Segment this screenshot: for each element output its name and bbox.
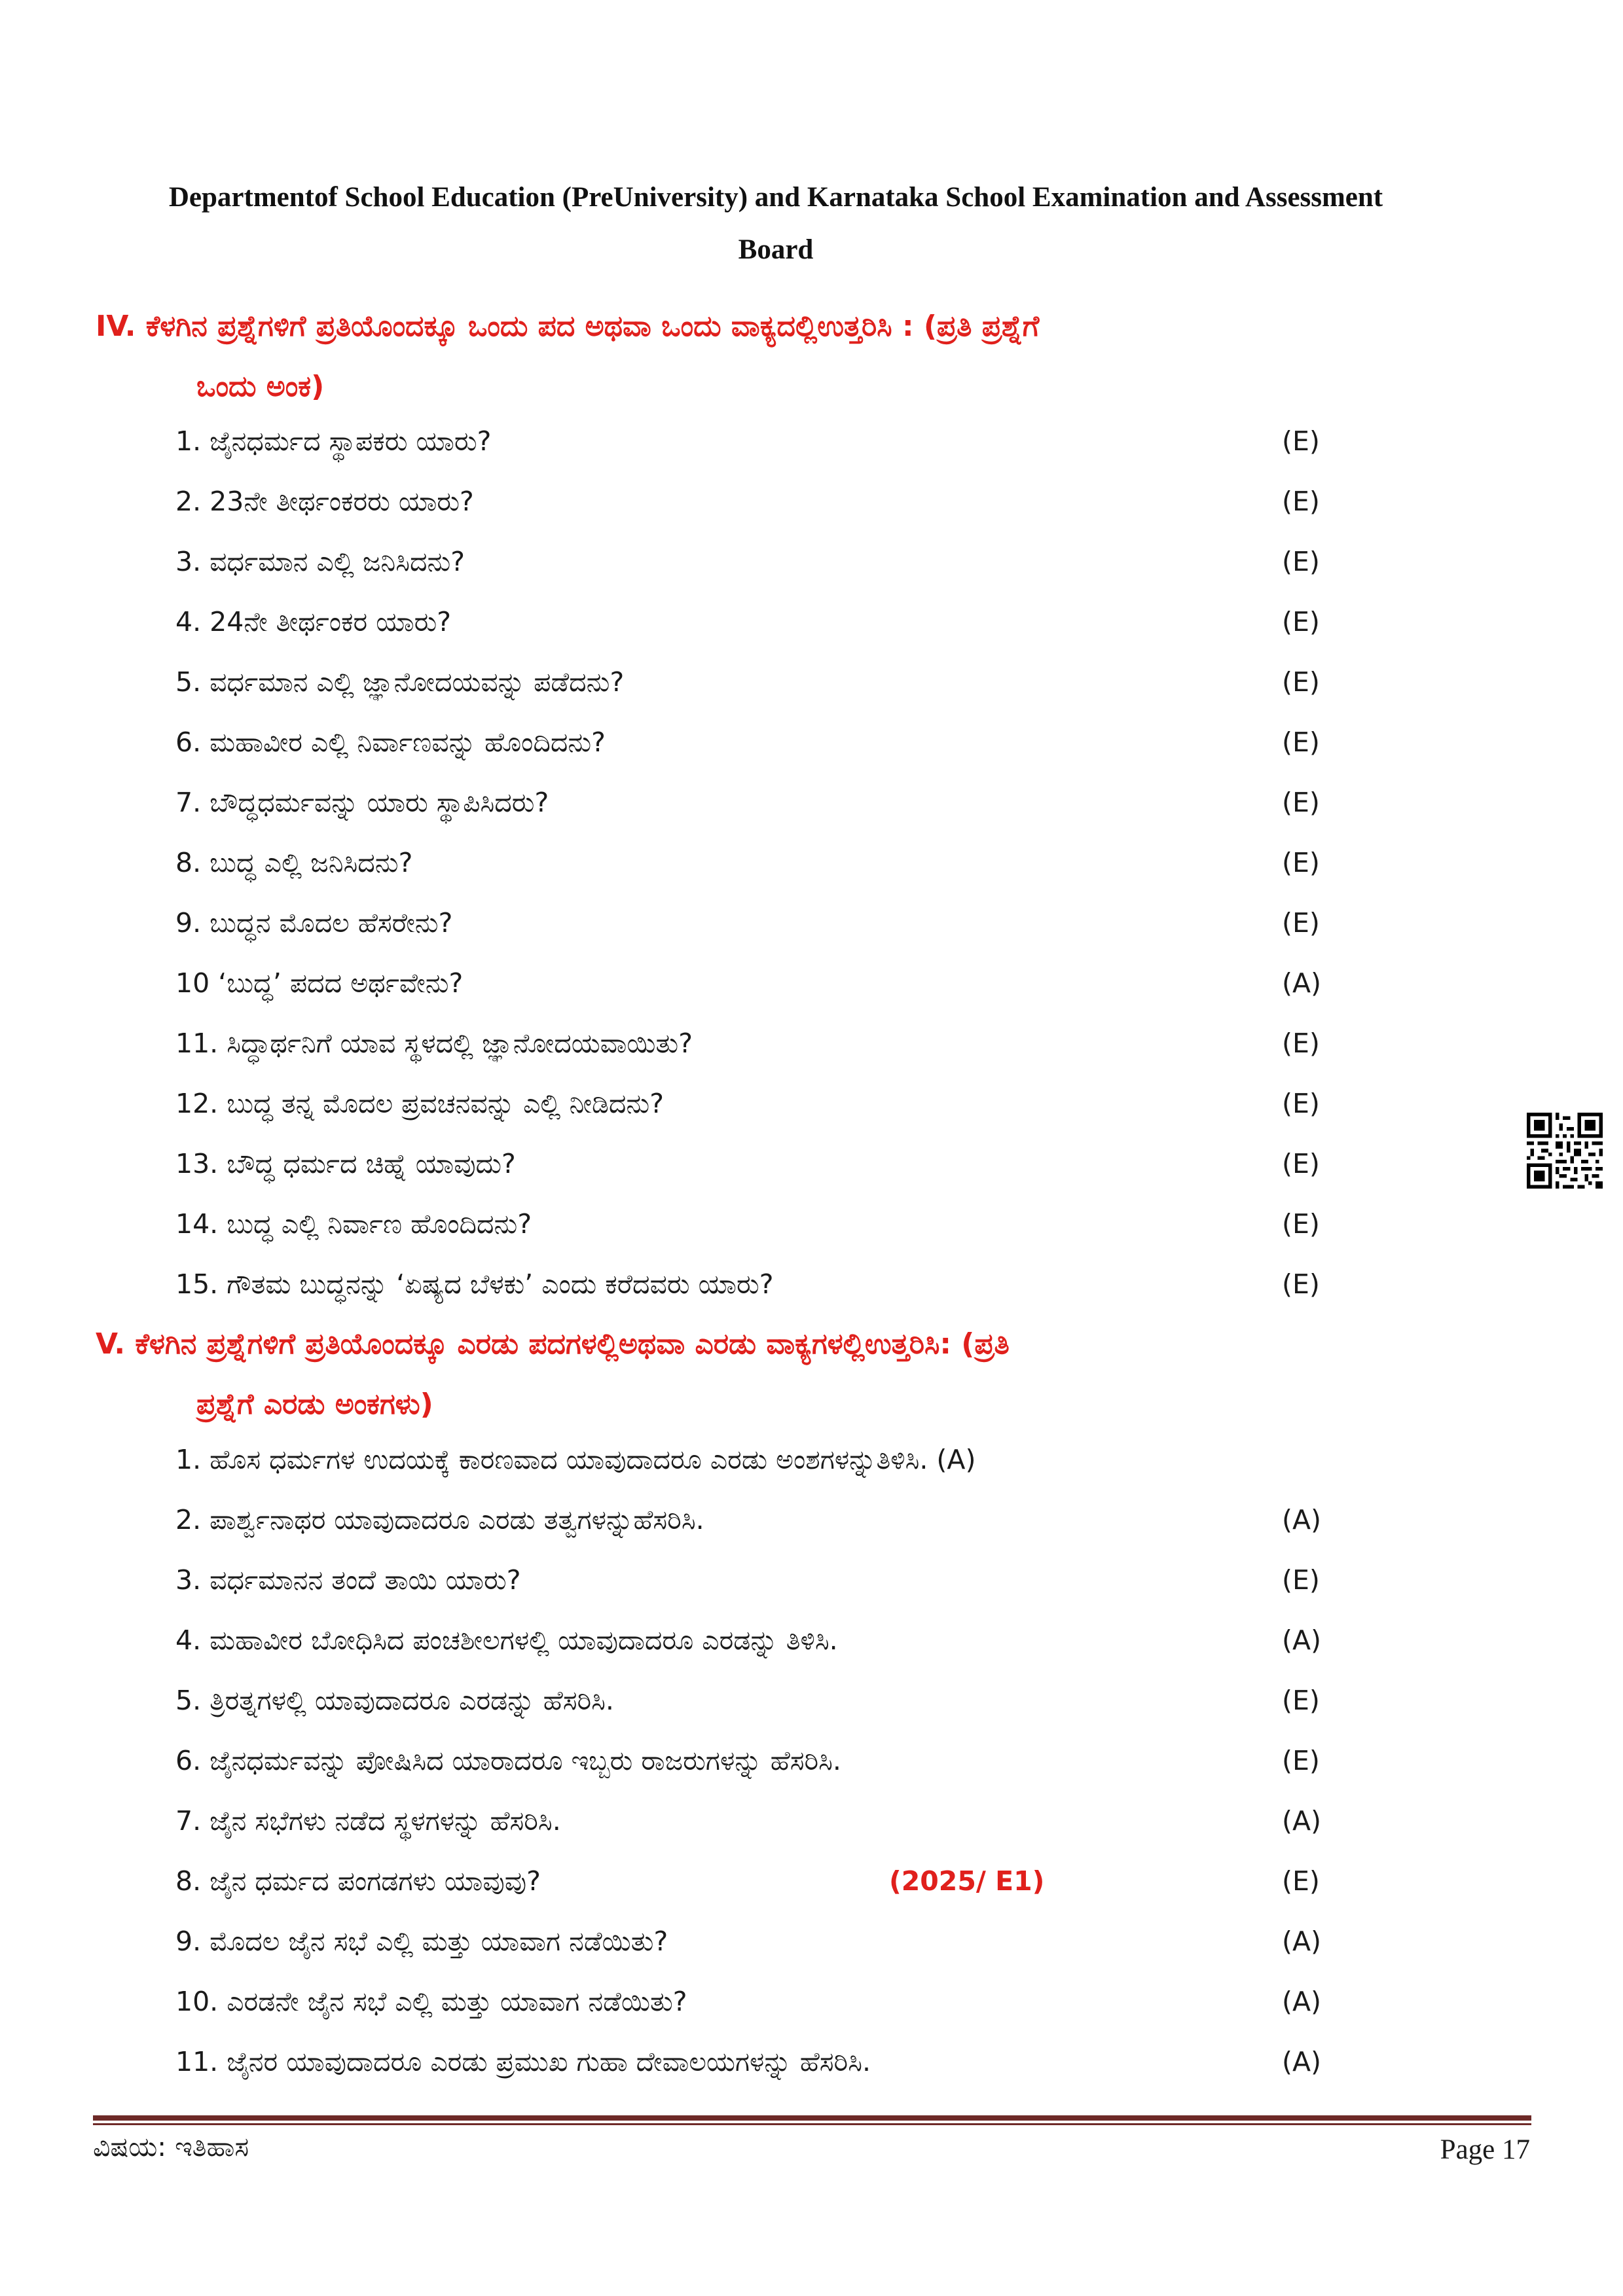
question-text: 4. 24ನೇ ತೀರ್ಥಂಕರ ಯಾರು?	[175, 606, 452, 637]
question-code: (E)	[1282, 486, 1320, 517]
question-text: 7. ಬೌದ್ಧಧರ್ಮವನ್ನು ಯಾರು ಸ್ಥಾಪಿಸಿದರು?	[175, 787, 549, 818]
footer-subject: ವಿಷಯ: ಇತಿಹಾಸ	[93, 2131, 249, 2162]
question-code: (E)	[1282, 907, 1320, 939]
question-text: 11. ಜೈನರ ಯಾವುದಾದರೂ ಎರಡು ಪ್ರಮುಖ ಗುಹಾ ದೇವಾಲಯಗಳನ್ನು ಹೆಸರಿಸಿ.	[175, 2046, 871, 2077]
question-code: (E)	[1282, 726, 1320, 758]
question-text: 5. ತ್ರಿರತ್ನಗಳಲ್ಲಿ ಯಾವುದಾದರೂ ಎರಡನ್ನು ಹೆಸರಿಸಿ.	[175, 1685, 614, 1716]
question-code: (A)	[1282, 967, 1322, 999]
question-row	[175, 712, 1419, 772]
question-row	[175, 1134, 1419, 1194]
question-text: 9. ಮೊದಲ ಜೈನ ಸಭೆ ಎಲ್ಲಿ ಮತ್ತು ಯಾವಾಗ ನಡೆಯಿತು?	[175, 1926, 668, 1957]
question-code: (E)	[1282, 1088, 1320, 1119]
footer-divider-thin	[93, 2123, 1531, 2125]
question-code: (E)	[1282, 1268, 1320, 1300]
question-text: 5. ವರ್ಧಮಾನ ಎಲ್ಲಿ ಜ್ಞಾನೋದಯವನ್ನು ಪಡೆದನು?	[175, 666, 625, 698]
question-code: (A)	[1282, 1624, 1322, 1656]
question-row	[175, 471, 1419, 531]
question-row	[175, 1194, 1419, 1254]
question-code: (A)	[1282, 1986, 1322, 2017]
question-text: 8. ಜೈನ ಧರ್ಮದ ಪಂಗಡಗಳು ಯಾವುವು?	[175, 1865, 541, 1897]
question-row	[175, 1851, 1419, 1911]
question-text: 13. ಬೌದ್ಧ ಧರ್ಮದ ಚಿಹ್ನೆ ಯಾವುದು?	[175, 1148, 516, 1179]
question-row	[175, 1013, 1419, 1073]
question-code: (E)	[1282, 606, 1320, 637]
question-text: 12. ಬುದ್ಧ ತನ್ನ ಮೊದಲ ಪ್ರವಚನವನ್ನು ಎಲ್ಲಿ ನೀಡಿದನು?	[175, 1088, 664, 1119]
question-row	[175, 1073, 1419, 1134]
question-row	[175, 953, 1419, 1013]
section-5-title	[96, 1314, 1549, 1435]
question-text: 1. ಹೊಸ ಧರ್ಮಗಳ ಉದಯಕ್ಕೆ ಕಾರಣವಾದ ಯಾವುದಾದರೂ ಎರಡು ಅಂಶಗಳನ್ನುತಿಳಿಸಿ. (A)	[175, 1444, 976, 1475]
question-row	[175, 1254, 1419, 1314]
question-code: (A)	[1282, 2046, 1322, 2077]
year-tag: (2025/ E1)	[889, 1865, 1045, 1897]
qr-code-icon[interactable]	[1527, 1113, 1603, 1189]
question-code: (E)	[1282, 1148, 1320, 1179]
question-row	[175, 411, 1419, 471]
question-row	[175, 772, 1419, 833]
question-row	[175, 1791, 1419, 1851]
question-text: 7. ಜೈನ ಸಭೆಗಳು ನಡೆದ ಸ್ಥಳಗಳನ್ನು ಹೆಸರಿಸಿ.	[175, 1805, 561, 1837]
footer-divider-thick	[93, 2115, 1531, 2121]
question-row	[175, 893, 1419, 953]
question-text: 10 ‘ಬುದ್ಧ’ ಪದದ ಅರ್ಥವೇನು?	[175, 967, 464, 999]
question-row	[175, 1490, 1419, 1550]
question-row	[175, 1550, 1419, 1610]
question-code: (E)	[1282, 1208, 1320, 1240]
question-code: (E)	[1282, 1865, 1320, 1897]
question-code: (A)	[1282, 1926, 1322, 1957]
question-code: (E)	[1282, 847, 1320, 878]
question-row	[175, 1429, 1419, 1490]
question-text: 15. ಗೌತಮ ಬುದ್ಧನನ್ನು ‘ಏಷ್ಯದ ಬೆಳಕು’ ಎಂದು ಕರೆದವರು ಯಾರು?	[175, 1268, 774, 1300]
question-row	[175, 1971, 1419, 2032]
page-number: Page 17	[1440, 2134, 1530, 2165]
question-row	[175, 1911, 1419, 1971]
question-code: (E)	[1282, 787, 1320, 818]
question-text: 14. ಬುದ್ಧ ಎಲ್ಲಿ ನಿರ್ವಾಣ ಹೊಂದಿದನು?	[175, 1208, 532, 1240]
question-text: 9. ಬುದ್ಧನ ಮೊದಲ ಹೆಸರೇನು?	[175, 907, 453, 939]
header-line-2: Board	[738, 234, 814, 265]
question-text: 1. ಜೈನಧರ್ಮದ ಸ್ಥಾಪಕರು ಯಾರು?	[175, 425, 492, 457]
question-code: (A)	[1282, 1805, 1322, 1837]
question-code: (E)	[1282, 546, 1320, 577]
question-text: 11. ಸಿದ್ಧಾರ್ಥನಿಗೆ ಯಾವ ಸ್ಥಳದಲ್ಲಿ ಜ್ಞಾನೋದಯವಾಯಿತು?	[175, 1028, 693, 1059]
question-text: 3. ವರ್ಧಮಾನ ಎಲ್ಲಿ ಜನಿಸಿದನು?	[175, 546, 465, 577]
question-code: (E)	[1282, 1745, 1320, 1776]
question-row	[175, 1670, 1419, 1731]
question-row	[175, 2032, 1419, 2092]
question-text: 2. 23ನೇ ತೀರ್ಥಂಕರರು ಯಾರು?	[175, 486, 474, 517]
section-5-title-line-1: V. ಕೆಳಗಿನ ಪ್ರಶ್ನೆಗಳಿಗೆ ಪ್ರತಿಯೊಂದಕ್ಕೂ ಎರಡು ಪದಗಳಲ್ಲಿಅಥವಾ ಎರಡು ವಾಕ್ಯಗಳಲ್ಲಿಉತ್ತರಿಸಿ: (ಪ್ರತಿ	[96, 1327, 1010, 1361]
question-row	[175, 592, 1419, 652]
question-code: (E)	[1282, 425, 1320, 457]
question-row	[175, 652, 1419, 712]
section-4-title-line-2: ಒಂದು ಅಂಕ)	[196, 370, 325, 403]
question-row	[175, 1731, 1419, 1791]
section-4-title-line-1: IV. ಕೆಳಗಿನ ಪ್ರಶ್ನೆಗಳಿಗೆ ಪ್ರತಿಯೊಂದಕ್ಕೂ ಒಂದು ಪದ ಅಥವಾ ಒಂದು ವಾಕ್ಯದಲ್ಲಿಉತ್ತರಿಸಿ : (ಪ್ರತಿ ಪ್ರಶ್ನೆಗೆ	[96, 310, 1040, 343]
question-text: 6. ಮಹಾವೀರ ಎಲ್ಲಿ ನಿರ್ವಾಣವನ್ನು ಹೊಂದಿದನು?	[175, 726, 606, 758]
question-text: 4. ಮಹಾವೀರ ಬೋಧಿಸಿದ ಪಂಚಶೀಲಗಳಲ್ಲಿ ಯಾವುದಾದರೂ ಎರಡನ್ನು ತಿಳಿಸಿ.	[175, 1624, 838, 1656]
question-code: (E)	[1282, 1685, 1320, 1716]
question-row	[175, 1610, 1419, 1670]
question-row	[175, 833, 1419, 893]
question-row	[175, 531, 1419, 592]
question-code: (A)	[1282, 1504, 1322, 1535]
question-text: 2. ಪಾರ್ಶ್ವನಾಥರ ಯಾವುದಾದರೂ ಎರಡು ತತ್ವಗಳನ್ನುಹೆಸರಿಸಿ.	[175, 1504, 704, 1535]
question-text: 6. ಜೈನಧರ್ಮವನ್ನು ಪೋಷಿಸಿದ ಯಾರಾದರೂ ಇಬ್ಬರು ರಾಜರುಗಳನ್ನು ಹೆಸರಿಸಿ.	[175, 1745, 841, 1776]
question-text: 3. ವರ್ಧಮಾನನ ತಂದೆ ತಾಯಿ ಯಾರು?	[175, 1564, 521, 1596]
question-code: (E)	[1282, 1028, 1320, 1059]
question-code: (E)	[1282, 666, 1320, 698]
header-line-1: Departmentof School Education (PreUniversity) and Karnataka School Examination and Assessment	[168, 182, 1383, 213]
section-4-title	[96, 296, 1549, 417]
question-code: (E)	[1282, 1564, 1320, 1596]
question-text: 8. ಬುದ್ಧ ಎಲ್ಲಿ ಜನಿಸಿದನು?	[175, 847, 413, 878]
section-5-title-line-2: ಪ್ರಶ್ನೆಗೆ ಎರಡು ಅಂಕಗಳು)	[196, 1388, 433, 1421]
question-text: 10. ಎರಡನೇ ಜೈನ ಸಭೆ ಎಲ್ಲಿ ಮತ್ತು ಯಾವಾಗ ನಡೆಯಿತು?	[175, 1986, 687, 2017]
